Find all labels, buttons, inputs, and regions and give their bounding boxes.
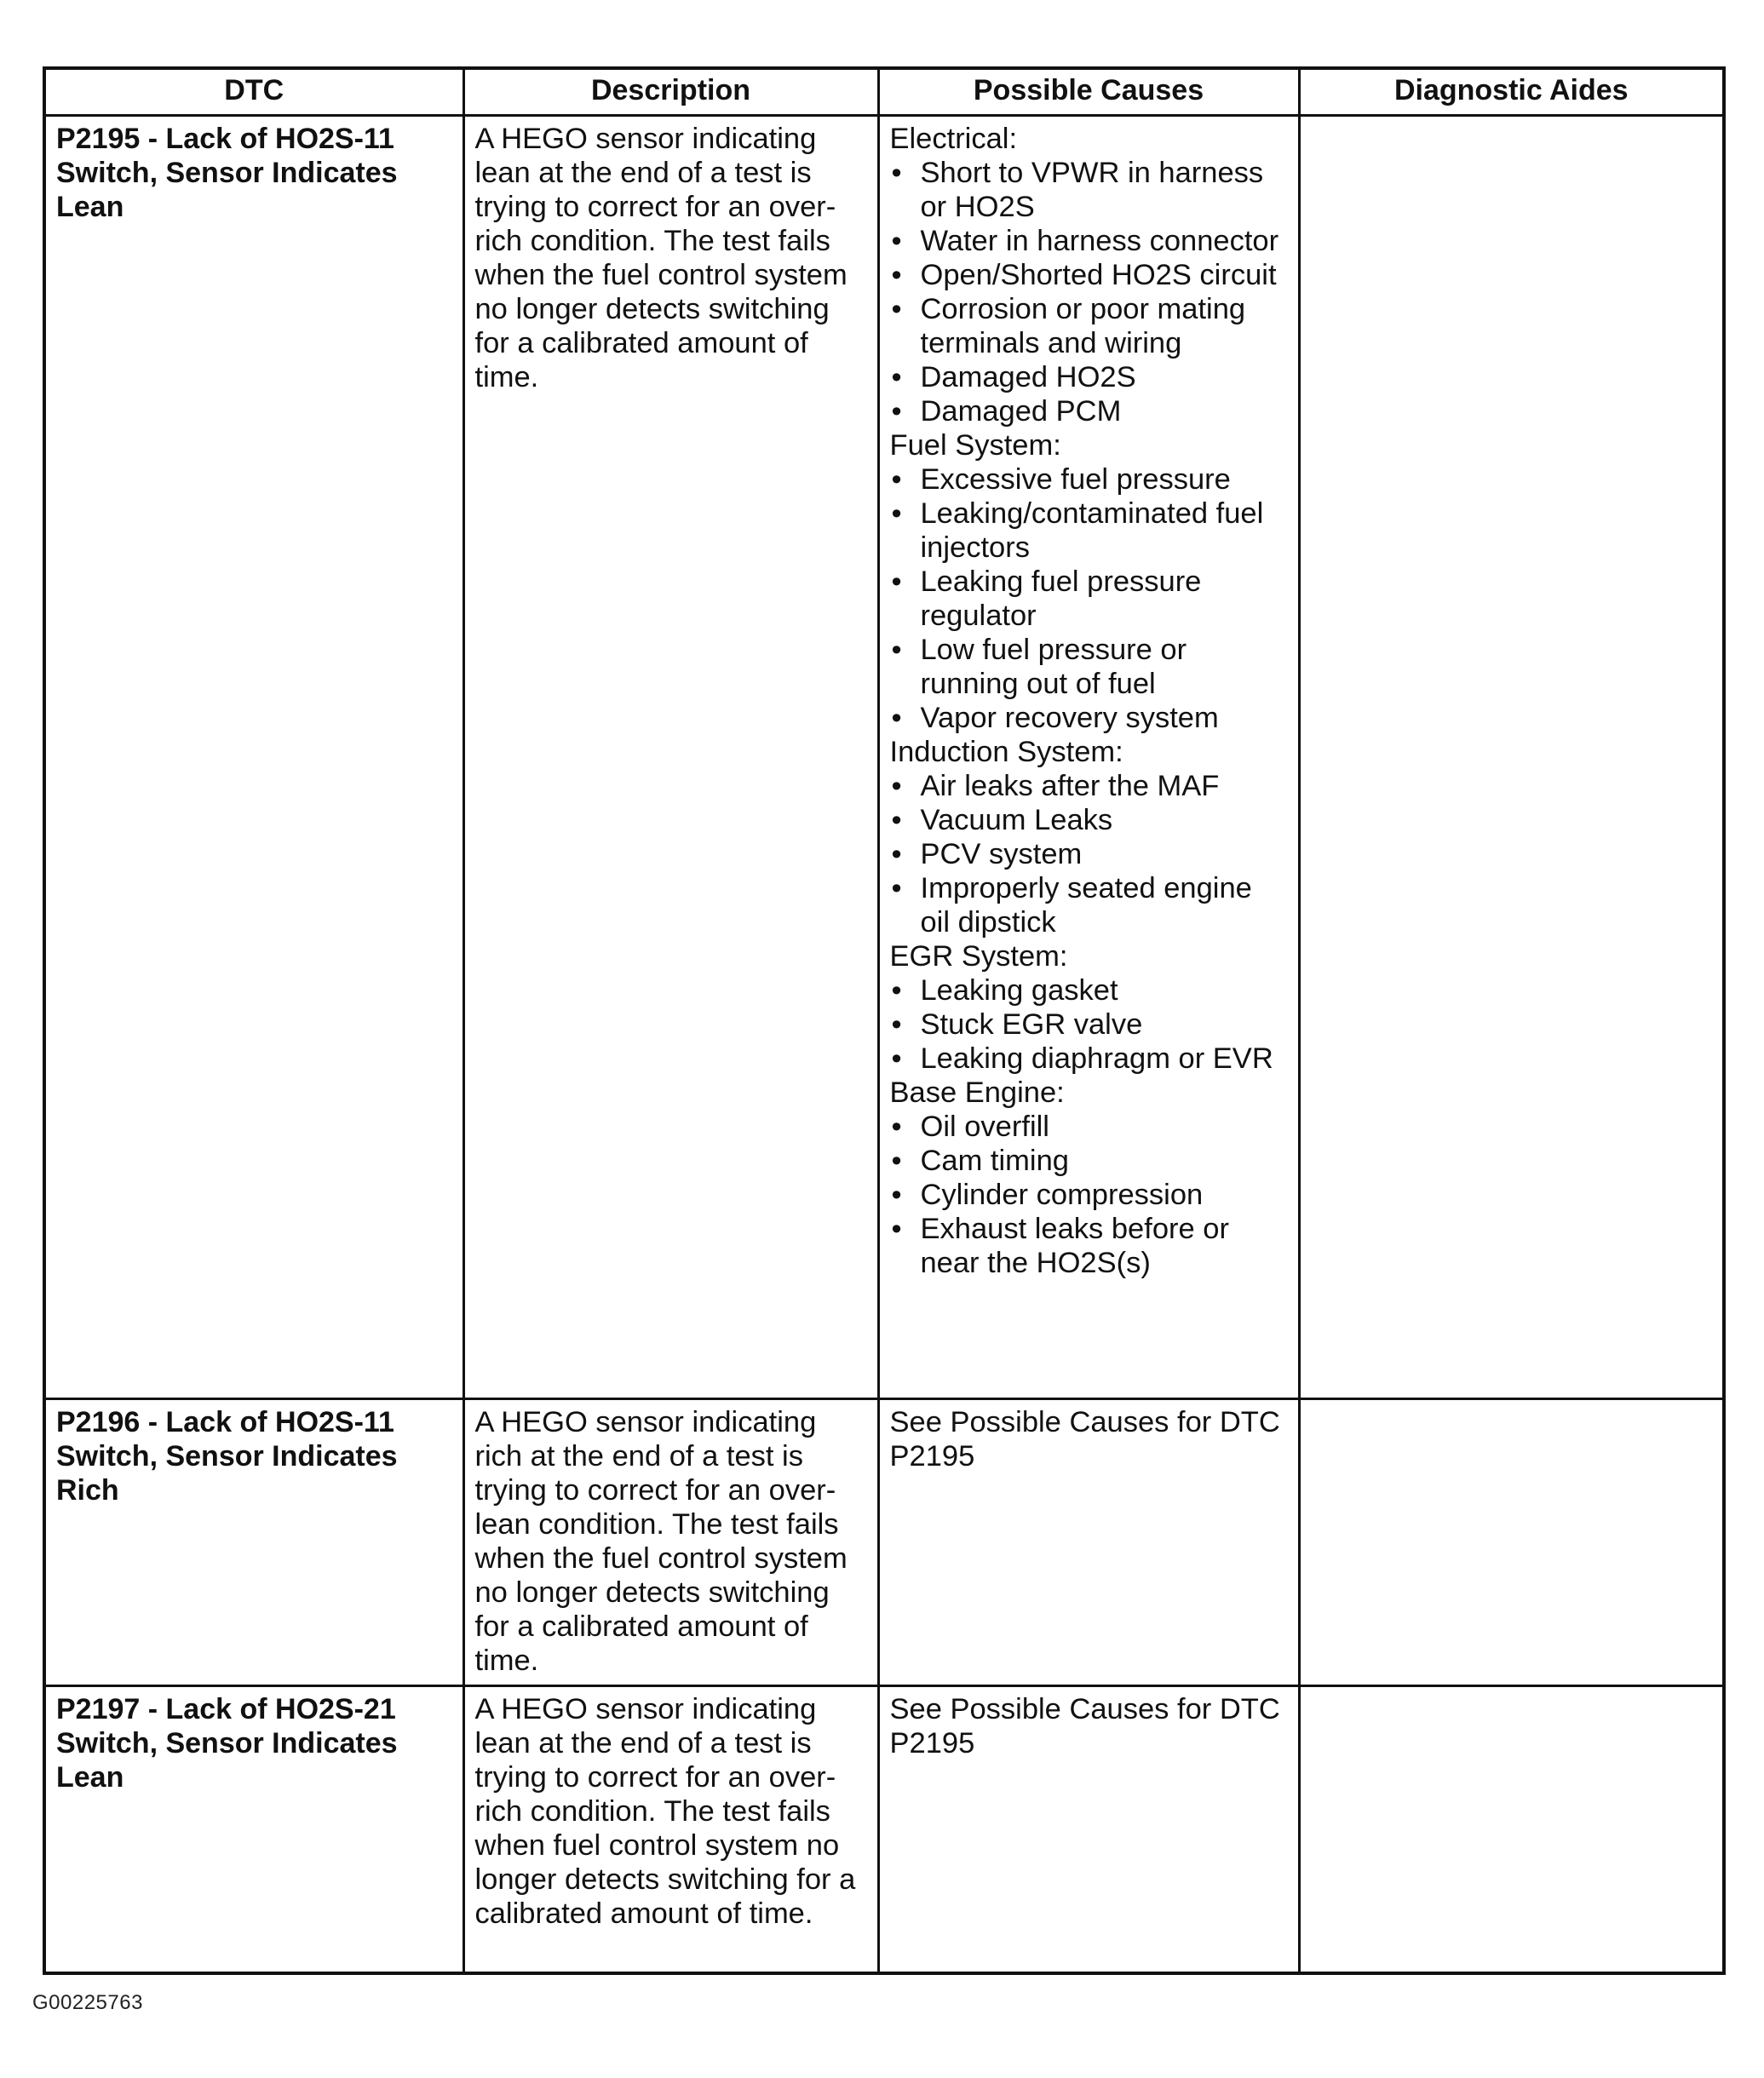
cause-item: • Improperly seated engine oil dipstick [890, 871, 1286, 939]
cause-group-title: Induction System: [889, 736, 1123, 768]
description-cell: A HEGO sensor indicating rich at the end of a test is trying to correct for an over-lean condition. The test fails when the fuel control system no longer detects switching for a calibrated amount of time. [463, 1399, 878, 1686]
possible-causes-cell: See Possible Causes for DTC P2195 [878, 1399, 1299, 1686]
cause-group [890, 939, 1286, 1076]
cause-group [890, 735, 1286, 939]
cause-item: • Exhaust leaks before or near the HO2S(s) [890, 1212, 1286, 1280]
table-row [44, 1399, 1724, 1686]
diagnostic-aides-cell [1299, 1686, 1724, 1974]
cause-list [890, 462, 1286, 735]
dtc-code-cell: P2196 - Lack of HO2S-11 Switch, Sensor Indicates Rich [44, 1399, 463, 1686]
header-dtc: DTC [44, 68, 463, 116]
header-diagnostic-aides: Diagnostic Aides [1299, 68, 1724, 116]
cause-item: • Air leaks after the MAF [890, 769, 1286, 803]
cause-group-title: Base Engine: [889, 1076, 1065, 1109]
diagnostic-aides-cell [1299, 1399, 1724, 1686]
header-description: Description [463, 68, 878, 116]
cause-item: • Vacuum Leaks [890, 803, 1286, 837]
cause-group-title: EGR System: [889, 940, 1068, 973]
description-cell: A HEGO sensor indicating lean at the end of a test is trying to correct for an over-rich condition. The test fails when the fuel control system no longer detects switching for a calibrated amount of time. [463, 116, 878, 1399]
cause-group [890, 428, 1286, 735]
cause-list [890, 1110, 1286, 1280]
cause-list [890, 973, 1286, 1076]
cause-item: • Damaged HO2S [890, 360, 1286, 394]
cause-item: • Open/Shorted HO2S circuit [890, 258, 1286, 292]
dtc-code-cell: P2195 - Lack of HO2S-11 Switch, Sensor Indicates Lean [44, 116, 463, 1399]
cause-item: • Leaking/contaminated fuel injectors [890, 497, 1286, 565]
cause-item: • Leaking fuel pressure regulator [890, 565, 1286, 633]
cause-item: • Cam timing [890, 1144, 1286, 1178]
cause-item: • Oil overfill [890, 1110, 1286, 1144]
header-possible-causes: Possible Causes [878, 68, 1299, 116]
cause-group [890, 1076, 1286, 1280]
possible-causes-cell [878, 116, 1299, 1399]
cause-group-title: Fuel System: [889, 429, 1061, 462]
table-row [44, 116, 1724, 1399]
cause-item: • Excessive fuel pressure [890, 462, 1286, 497]
cause-item: • Damaged PCM [890, 394, 1286, 428]
dtc-table [43, 66, 1726, 1975]
cause-item: • Low fuel pressure or running out of fuel [890, 633, 1286, 701]
cause-list [890, 156, 1286, 428]
cause-item: • Short to VPWR in harness or HO2S [890, 156, 1286, 224]
cause-group [890, 122, 1286, 428]
description-cell: A HEGO sensor indicating lean at the end of a test is trying to correct for an over-rich condition. The test fails when fuel control system no longer detects switching for a calibrated amount of time. [463, 1686, 878, 1974]
table-row [44, 1686, 1724, 1974]
cause-item: • Leaking diaphragm or EVR [890, 1042, 1286, 1076]
cause-item: • Cylinder compression [890, 1178, 1286, 1212]
dtc-code-cell: P2197 - Lack of HO2S-21 Switch, Sensor Indicates Lean [44, 1686, 463, 1974]
diagnostic-aides-cell [1299, 116, 1724, 1399]
table-header-row [44, 68, 1724, 116]
cause-group-title: Electrical: [889, 123, 1018, 155]
figure-id: G00225763 [32, 1991, 143, 2014]
cause-item: • PCV system [890, 837, 1286, 871]
possible-causes-cell: See Possible Causes for DTC P2195 [878, 1686, 1299, 1974]
cause-item: • Leaking gasket [890, 973, 1286, 1007]
cause-list [890, 769, 1286, 939]
cause-item: • Corrosion or poor mating terminals and wiring [890, 292, 1286, 360]
cause-item: • Water in harness connector [890, 224, 1286, 258]
cause-item: • Vapor recovery system [890, 701, 1286, 735]
cause-item: • Stuck EGR valve [890, 1007, 1286, 1042]
